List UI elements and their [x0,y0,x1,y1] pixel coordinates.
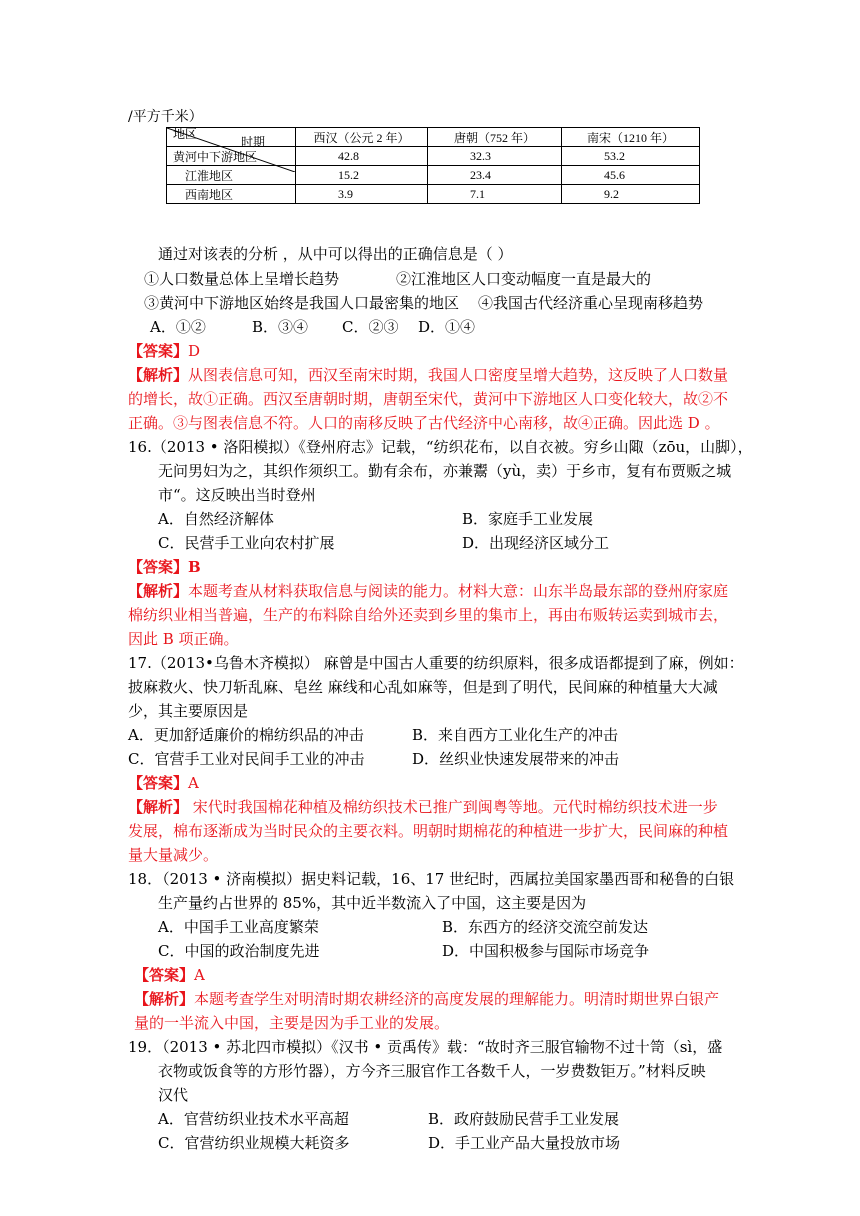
q19-option-d: D．手工业产品大量投放市场 [428,1134,621,1152]
table-cell: 7.1 [428,185,562,204]
table-cell: 53.2 [562,147,700,166]
q15-choice-b: B．③④ [252,318,309,336]
q16-stem-line: 无问男妇为之，其织作须织工。勤有余布，亦兼鬻（yù，卖）于乡市，复有布贾贩之城 [158,462,732,480]
q19-option-c: C．官营纺织业规模大耗资多 [158,1134,350,1152]
table-cell: 45.6 [562,166,700,185]
q17-option-d: D．丝织业快速发展带来的冲击 [412,750,620,768]
q15-analysis-line: 正确。③与图表信息不符。人口的南移反映了古代经济中心南移，故④正确。因此选 D 。 [128,414,720,432]
q16-option-a: A．自然经济解体 [158,510,274,528]
q15-choice-d: D．①④ [418,318,476,336]
row-header: 黄河中下游地区 [167,147,296,166]
q16-stem-line: 16.（2013 • 洛阳模拟）《登州府志》记载，“纺织花布，以自衣被。穷乡山陬（zōu，山脚）， [128,438,753,456]
answer-tag: 【答案】 [134,966,195,984]
unit-line: /平方千米） [128,109,203,125]
q18-stem-line: 生产量约占世界的 85%，其中近半数流入了中国，这主要是因为 [158,894,587,912]
analysis-tag: 【解析】 [128,798,189,816]
q16-option-b: B．家庭手工业发展 [462,510,594,528]
q16-analysis-line: 因此 B 项正确。 [128,630,239,648]
table-corner-cell [167,128,296,147]
q18-analysis-line [134,988,719,1010]
q16-stem-line: 市“。这反映出当时登州 [158,486,316,504]
corner-region-label: 地区 [173,127,198,141]
q17-stem-line: 17.（2013•乌鲁木齐模拟） 麻曾是中国古人重要的纺织原料，很多成语都提到了麻，例如： [128,654,744,672]
q15-choice-a: A．①② [150,318,206,336]
q16-analysis-line: 棉纺织业相当普遍，生产的布料除自给外还卖到乡里的集市上，再由布贩转运卖到城市去， [128,606,729,624]
q16-analysis-line [128,580,728,602]
q19-stem-line: 汉代 [158,1086,189,1104]
q18-answer [134,964,205,986]
table-cell: 9.2 [562,185,700,204]
q18-analysis-line: 量的一半流入中国，主要是因为手工业的发展。 [134,1014,450,1032]
q17-analysis-line [128,796,718,818]
q18-option-b: B．东西方的经济交流空前发达 [442,918,649,936]
q19-stem-line: 衣物或饭食等的方形竹器），方今齐三服官作工各数千人，一岁费数钜万。”材料反映 [158,1062,706,1080]
q17-analysis-line: 量大量减少。 [128,846,219,864]
q19-option-b: B．政府鼓励民营手工业发展 [428,1110,620,1128]
q18-option-d: D．中国积极参与国际市场竞争 [442,942,650,960]
analysis-tag: 【解析】 [134,990,195,1008]
analysis-text: 本题考查从材料获取信息与阅读的能力。材料大意：山东半岛最东部的登州府家庭 [188,582,729,600]
q17-answer [128,772,199,794]
q15-answer [128,340,200,362]
q18-option-c: C．中国的政治制度先进 [158,942,320,960]
answer-value: A [188,774,199,792]
q19-option-a: A．官营纺织业技术水平高超 [158,1110,349,1128]
answer-tag: 【答案】 [128,774,189,792]
column-header: 唐朝（752 年） [428,128,562,147]
q15-analysis-line [128,364,728,386]
answer-value: A [194,966,205,984]
q16-option-c: C．民营手工业向农村扩展 [158,534,335,552]
q17-stem-line: 少，其主要原因是 [128,702,249,720]
analysis-tag: 【解析】 [128,582,189,600]
q19-stem-line: 19．（2013 • 苏北四市模拟）《汉书 • 贡禹传》载：“故时齐三服官输物不过十笥（sì，盛 [128,1038,723,1056]
analysis-text: 宋代时我国棉花种植及棉纺织技术已推广到闽粤等地。元代时棉纺织技术进一步 [188,798,718,816]
table-cell: 15.2 [296,166,428,185]
q15-statement-1: ①人口数量总体上呈增长趋势 [144,270,340,288]
row-header: 江淮地区 [167,166,296,185]
answer-tag: 【答案】 [128,342,189,360]
analysis-text: 本题考查学生对明清时期农耕经济的高度发展的理解能力。明清时期世界白银产 [194,990,720,1008]
q17-analysis-line: 发展，棉布逐渐成为当时民众的主要衣料。明朝时期棉花的种植进一步扩大，民间麻的种植 [128,822,729,840]
column-header: 南宋（1210 年） [562,128,700,147]
q15-statement-2: ②江淮地区人口变动幅度一直是最大的 [396,270,652,288]
q17-option-a: A．更加舒适廉价的棉纺织品的冲击 [128,726,364,744]
answer-tag: 【答案】 [128,558,189,576]
table-cell: 3.9 [296,185,428,204]
corner-period-label: 时期 [240,135,265,149]
table-cell: 42.8 [296,147,428,166]
table-cell: 32.3 [428,147,562,166]
q15-stem: 通过对该表的分析 ，从中可以得出的正确信息是（ ） [158,245,513,263]
answer-value: B [188,558,201,576]
q17-option-b: B．来自西方工业化生产的冲击 [412,726,619,744]
q17-stem-line: 披麻救火、快刀斩乱麻、皂丝 麻线和心乱如麻等，但是到了明代，民间麻的种植量大大减 [128,678,718,696]
q15-choice-c: C．②③ [342,318,399,336]
q18-option-a: A．中国手工业高度繁荣 [158,918,319,936]
q16-answer [128,556,201,578]
table-row [167,185,700,204]
analysis-tag: 【解析】 [128,366,189,384]
population-density-table [166,127,700,204]
column-header: 西汉（公元 2 年） [296,128,428,147]
answer-value: D [188,342,201,360]
q15-analysis-line: 的增长，故①正确。西汉至唐朝时期，唐朝至宋代，黄河中下游地区人口变化较大，故②不 [128,390,729,408]
q15-statement-4: ④我国古代经济重心呈现南移趋势 [478,294,704,312]
row-header: 西南地区 [167,185,296,204]
table-header-row [167,128,700,147]
q15-statement-3: ③黄河中下游地区始终是我国人口最密集的地区 [144,294,460,312]
q16-option-d: D．出现经济区域分工 [462,534,610,552]
q17-option-c: C．官营手工业对民间手工业的冲击 [128,750,365,768]
q18-stem-line: 18．（2013 • 济南模拟）据史料记载，16、17 世纪时，西属拉美国家墨西哥和秘鲁的白银 [128,870,735,888]
table-cell: 23.4 [428,166,562,185]
analysis-text: 从图表信息可知，西汉至南宋时期，我国人口密度呈增大趋势，这反映了人口数量 [188,366,729,384]
